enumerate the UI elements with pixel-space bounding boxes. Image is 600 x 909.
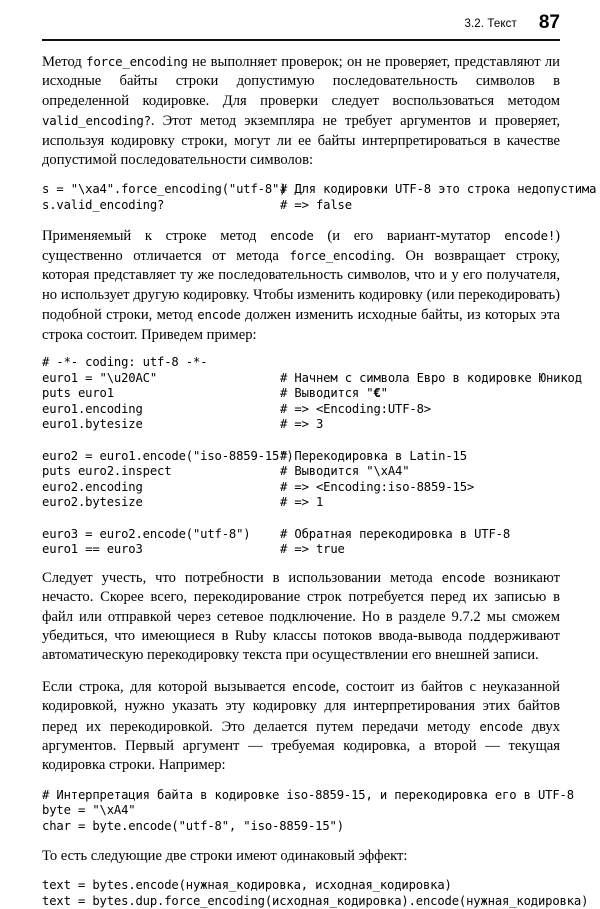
para1-text-b: не выполняет проверок; он не проверяет, представляют ли исходные байты строки допустимую последовательность символов в определенной кодировке. Для проверки следует воспользоваться методом: [42, 54, 560, 109]
paragraph-5: То есть следующие две строки имеют одинаковый эффект:: [42, 847, 408, 864]
spacer: [42, 666, 560, 677]
paragraph-2: [42, 226, 560, 345]
code-line: [42, 542, 560, 558]
spacer: [42, 776, 560, 788]
inline-code-encode-1: encode: [270, 227, 314, 243]
code-text: euro2.bytesize: [42, 495, 143, 510]
paragraph-4: [42, 677, 560, 776]
inline-code-encode-5: encode: [479, 718, 523, 734]
code-line: [42, 464, 560, 480]
inline-code-force-encoding-2: force_encoding: [289, 248, 392, 264]
inline-code-encode-4: encode: [292, 678, 336, 694]
code-line: [42, 198, 560, 214]
code-line: [42, 878, 560, 894]
code-comment: # Для кодировки UTF-8 это строка недопустима: [280, 182, 597, 197]
code-block-1: [42, 182, 597, 213]
code-line: [42, 893, 589, 909]
inline-code-force-encoding: force_encoding: [86, 54, 188, 69]
code-text: puts euro2.inspect: [42, 464, 172, 479]
code-comment: # Начнем с символа Евро в кодировке Юникод: [280, 370, 582, 385]
code-text: text = bytes.dup.force_encoding(исходная_кодировка).encode(нужная_кодировка): [42, 893, 589, 908]
para2-text-c: ) существенно отличается от метода: [42, 227, 560, 265]
code-line: [42, 386, 560, 402]
code-comment: # => 3: [280, 417, 324, 432]
para4-text-b: , состоит из байтов с неуказанной кодировкой, нужно указать эту кодировку для интерпретирования этих байтов перед их перекодировкой. Это делается путем передачи методу: [42, 678, 560, 735]
code-text: euro2 = euro1.encode("iso-8859-15"): [42, 448, 294, 463]
code-line: [42, 417, 560, 433]
header-rule: [42, 39, 560, 41]
code-text: euro1.encoding: [42, 401, 143, 416]
page-number: 87: [538, 12, 560, 33]
code-comment: # Обратная перекодировка в UTF-8: [280, 526, 510, 541]
code-line-blank: [42, 511, 560, 527]
para4-text-a: Если строка, для которой вызывается: [42, 678, 293, 695]
header-section-title: 3.2. Текст: [464, 18, 517, 30]
code-comment: # => <Encoding:iso-8859-15>: [280, 479, 475, 494]
inline-code-encode-2: encode: [197, 307, 241, 323]
code-text: text = bytes.encode(нужная_кодировка, исходная_кодировка): [42, 878, 452, 893]
code-line: [42, 449, 560, 465]
page-body: [42, 52, 597, 909]
paragraph-1: [42, 52, 560, 170]
para1-text-c: . Этот метод экземпляра не требует аргументов и проверяет, используя кодировку строки, могут ли ее байты интерпретироваться в качестве допустимой последовательности символов:: [42, 113, 560, 169]
spacer: [42, 170, 560, 182]
para1-text-a: Метод: [42, 54, 87, 70]
inline-code-valid-encoding: valid_encoding?: [42, 113, 151, 129]
inline-code-encode-3: encode: [441, 569, 486, 585]
code-block-4: [42, 878, 589, 909]
para3-text-b: возникают нечасто. Скорее всего, перекодирование строк потребуется перед их записью в файл или отправкой через сетевое подключение. Но в разделе 9.7.2 мы сможем убедиться, что имеющиеся в Ruby классы потоков ввода-вывода поддерживают автоматическую перекодировку текста при осуществлении его внешней записи.: [42, 569, 560, 664]
code-text: # -*- coding: utf-8 -*-: [42, 355, 208, 370]
spacer: [42, 558, 560, 568]
code-line: [42, 182, 597, 198]
code-text: puts euro1: [42, 386, 114, 401]
spacer: [42, 866, 560, 878]
code-comment: # Выводится "\xA4": [280, 464, 410, 479]
code-line: [42, 803, 560, 819]
code-text: s.valid_encoding?: [42, 198, 165, 213]
code-comment: # => true: [280, 542, 345, 557]
code-comment: # => <Encoding:UTF-8>: [280, 401, 431, 416]
para2-text-e: должен изменить исходные байты, из которых эта строка состоит. Приведем пример:: [42, 307, 560, 343]
spacer: [42, 214, 560, 226]
code-line: [42, 355, 560, 371]
code-text: # Интерпретация байта в кодировке iso-8859-15, и перекодировка его в UTF-8: [42, 787, 574, 802]
code-text: s = "\xa4".force_encoding("utf-8"): [42, 182, 287, 197]
code-text: euro2.encoding: [42, 479, 143, 494]
spacer: [42, 835, 560, 847]
code-comment: # => 1: [280, 495, 324, 510]
code-comment: # => false: [280, 198, 352, 213]
paragraph-3: [42, 568, 560, 666]
code-block-3: [42, 787, 574, 835]
code-comment: # Выводится "€": [280, 386, 388, 401]
para2-text-a: Применяемый к строке метод: [42, 227, 271, 244]
code-text: euro1 = "\u20AC": [42, 370, 157, 385]
running-head: [42, 12, 560, 38]
para4-text-c: двух аргументов. Первый аргумент — требуемая кодировка, а второй — текущая кодировка строки. Например:: [42, 718, 561, 774]
code-block-2: [42, 355, 582, 558]
code-text: euro1.bytesize: [42, 417, 143, 432]
para2-text-d: . Он возвращает строку, которая представляет ту же последовательность символов, что и у его получателя, но использует другую кодировку. Чтобы изменить кодировку (или перекодировать) подобной строки, метод: [42, 248, 560, 324]
code-text: euro1 == euro3: [42, 542, 143, 557]
code-line: [42, 402, 560, 418]
para3-text-a: Следует учесть, что потребности в использовании метода: [42, 569, 442, 586]
spacer: [42, 345, 560, 355]
code-text: byte = "\xA4": [42, 803, 136, 818]
code-line: [42, 527, 560, 543]
code-line: [42, 370, 582, 387]
inline-code-encode-bang: encode!: [504, 227, 556, 243]
code-text: euro3 = euro2.encode("utf-8"): [42, 526, 251, 541]
para2-text-b: (и его вариант-мутатор: [313, 227, 505, 244]
code-line: [42, 480, 560, 496]
code-line: [42, 787, 574, 804]
code-line: [42, 495, 560, 511]
code-comment: # Перекодировка в Latin-15: [280, 448, 467, 463]
code-line-blank: [42, 433, 560, 449]
code-text: char = byte.encode("utf-8", "iso-8859-15"): [42, 819, 344, 834]
